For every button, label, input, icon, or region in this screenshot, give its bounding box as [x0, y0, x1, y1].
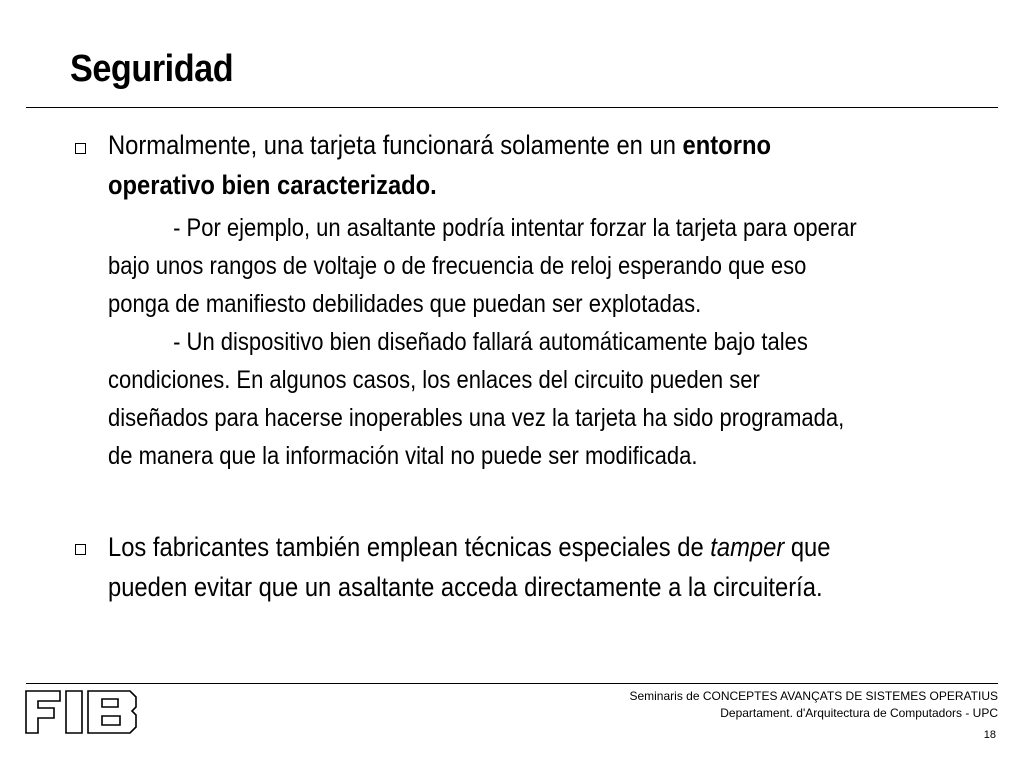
- title-divider: [26, 107, 998, 108]
- fib-logo: [24, 689, 140, 740]
- page-number: 18: [983, 729, 996, 741]
- footer-divider: [26, 683, 998, 684]
- sub-point-2-line-2: condiciones. En algunos casos, los enlaces del circuito pueden ser: [108, 366, 760, 394]
- sub-point-1-line-2: bajo unos rangos de voltaje o de frecuencia de reloj esperando que eso: [108, 252, 807, 280]
- sub-point-2-line-1: - Un dispositivo bien diseñado fallará automáticamente bajo tales: [173, 328, 808, 356]
- bullet-2-line-1: Los fabricantes también emplean técnicas especiales de tamper que: [108, 532, 831, 562]
- footer-department: Departament. d'Arquitectura de Computadors - UPC: [720, 706, 998, 720]
- bullet-square-icon: [75, 544, 86, 555]
- sub-point-2-line-4: de manera que la información vital no puede ser modificada.: [108, 442, 698, 470]
- sub-point-2-line-3: diseñados para hacerse inoperables una vez la tarjeta ha sido programada,: [108, 404, 845, 432]
- footer-course-title: Seminaris de CONCEPTES AVANÇATS DE SISTEMES OPERATIUS: [629, 689, 998, 703]
- bullet-1-line-2: operativo bien caracterizado.: [108, 170, 437, 200]
- bullet-1-line-1: Normalmente, una tarjeta funcionará solamente en un entorno: [108, 130, 771, 160]
- slide-title: Seguridad: [70, 48, 234, 90]
- sub-point-1-line-3: ponga de manifiesto debilidades que puedan ser explotadas.: [108, 290, 702, 318]
- bullet-square-icon: [75, 143, 86, 154]
- sub-point-1-line-1: - Por ejemplo, un asaltante podría intentar forzar la tarjeta para operar: [173, 214, 857, 242]
- bullet-2-line-2: pueden evitar que un asaltante acceda directamente a la circuitería.: [108, 572, 823, 602]
